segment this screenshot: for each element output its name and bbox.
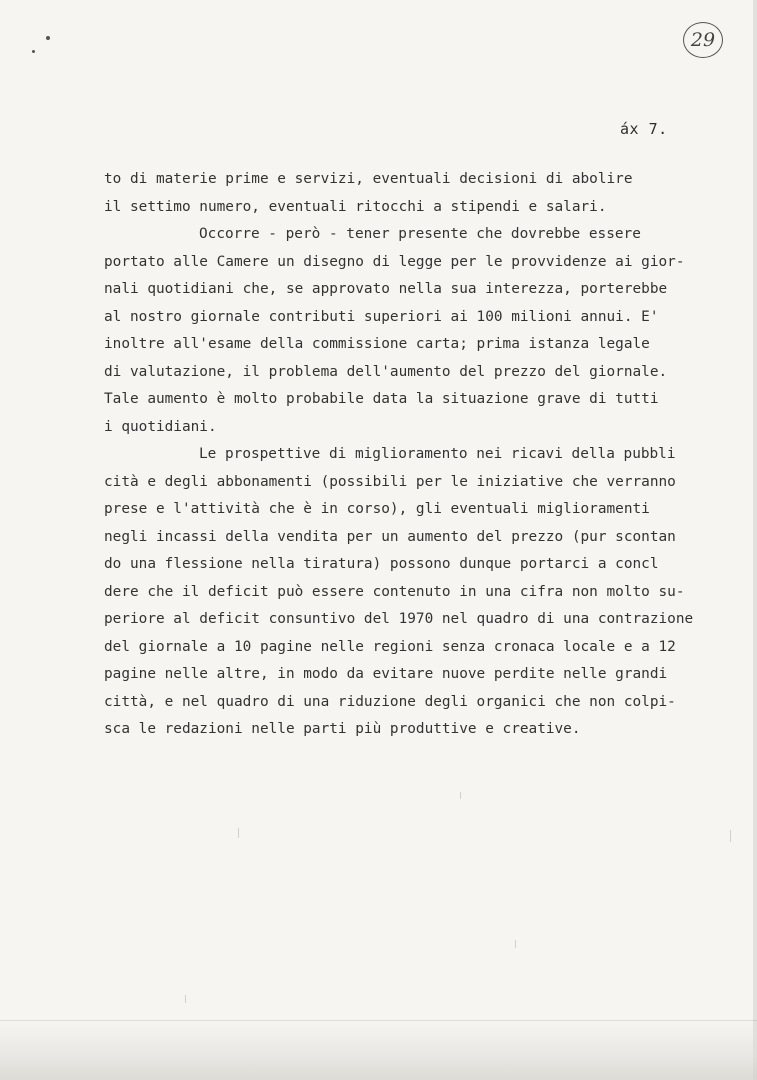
- text-line: Le prospettive di miglioramento nei ricavi della pubbli: [199, 446, 676, 462]
- scan-mark: [515, 940, 516, 948]
- scan-mark: [185, 995, 186, 1003]
- text-line: di valutazione, il problema dell'aumento del prezzo del giornale.: [104, 363, 668, 380]
- page-number: áx 7.: [620, 120, 668, 138]
- ink-speck: [46, 36, 50, 40]
- text-line: pagine nelle altre, in modo da evitare nuove perdite nelle grandi: [104, 666, 668, 682]
- text-line: il settimo numero, eventuali ritocchi a stipendi e salari.: [104, 198, 607, 215]
- folio-number: 29: [690, 29, 716, 51]
- fold-line: [0, 1020, 757, 1021]
- text-line: dere che il deficit può essere contenuto in una cifra non molto su-: [104, 583, 685, 600]
- scan-mark: [460, 792, 461, 799]
- scan-mark: [730, 830, 731, 842]
- body-text: [104, 166, 754, 744]
- text-line: sca le redazioni nelle parti più produttive e creative.: [104, 721, 581, 737]
- scan-mark: [238, 828, 239, 838]
- text-line: Tale aumento è molto probabile data la situazione grave di tutti: [104, 391, 659, 407]
- text-line: del giornale a 10 pagine nelle regioni senza cronaca locale e a 12: [104, 638, 676, 655]
- text-line: i quotidiani.: [104, 418, 217, 435]
- text-line: cità e degli abbonamenti (possibili per le iniziative che verranno: [104, 473, 676, 490]
- text-line: città, e nel quadro di una riduzione degli organici che non colpi-: [104, 693, 676, 710]
- folio-number-stamp: [683, 22, 723, 58]
- text-line: al nostro giornale contributi superiori ai 100 milioni annui. E': [104, 308, 659, 325]
- text-line: do una flessione nella tiratura) possono dunque portarci a concl: [104, 556, 659, 572]
- text-line: inoltre all'esame della commissione carta; prima istanza legale: [104, 336, 650, 352]
- page-edge-bottom: [0, 1020, 757, 1080]
- text-line: negli incassi della vendita per un aumento del prezzo (pur scontan: [104, 528, 676, 545]
- text-line: to di materie prime e servizi, eventuali decisioni di abolire: [104, 171, 633, 187]
- ink-speck: [32, 50, 35, 53]
- text-line: prese e l'attività che è in corso), gli eventuali miglioramenti: [104, 501, 650, 517]
- text-line: nali quotidiani che, se approvato nella sua interezza, porterebbe: [104, 281, 668, 297]
- text-line: periore al deficit consuntivo del 1970 nel quadro di una contrazione: [104, 611, 694, 627]
- text-line: Occorre - però - tener presente che dovrebbe essere: [199, 226, 641, 242]
- text-line: portato alle Camere un disegno di legge per le provvidenze ai gior-: [104, 253, 685, 270]
